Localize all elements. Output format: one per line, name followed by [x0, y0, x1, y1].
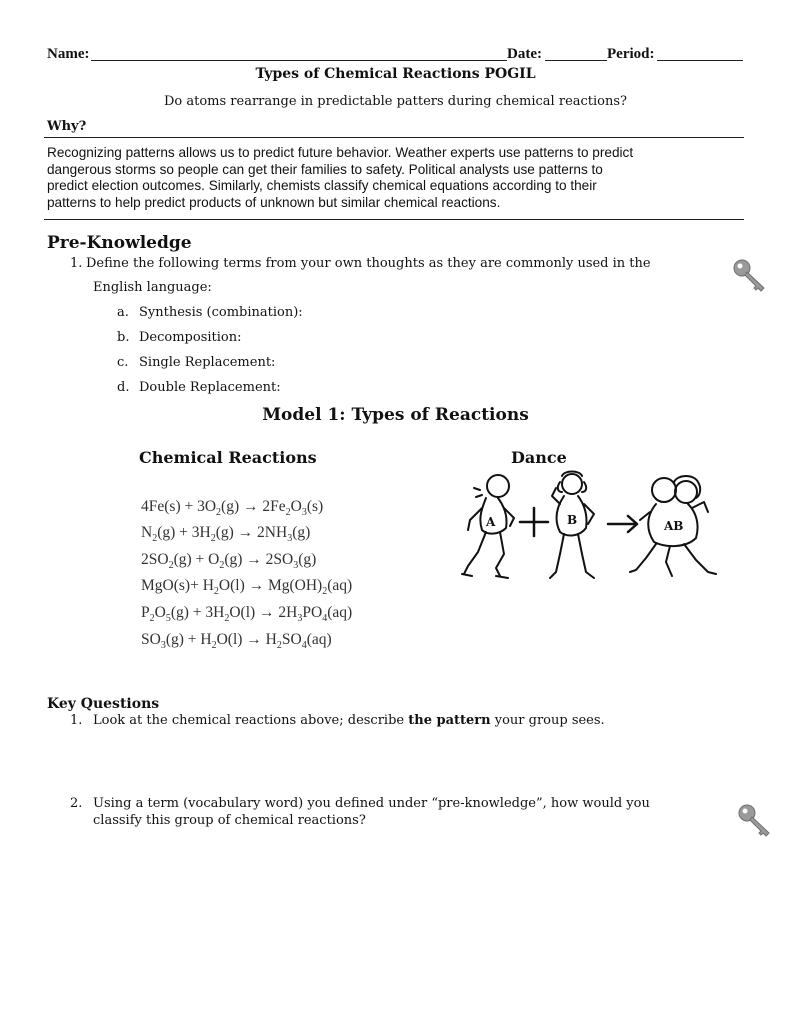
equation-segment: MgO(s)+ H — [141, 577, 214, 594]
dancer-a-label: A — [486, 515, 496, 529]
equation-segment: (aq) — [327, 577, 353, 594]
equation-subscript: 4 — [301, 640, 307, 652]
kq1-text — [93, 713, 605, 728]
equation-segment: (g) — [292, 524, 311, 541]
equation-subscript: 2 — [152, 533, 158, 545]
guiding-question: Do atoms rearrange in predictable patters during chemical reactions? — [163, 94, 628, 109]
equation-segment: 4Fe(s) + 3O — [141, 498, 217, 515]
why-heading: Why? — [47, 119, 87, 134]
equation-segment: SO — [281, 631, 302, 648]
q1-text-cont: English language: — [93, 280, 212, 295]
equation-subscript: 5 — [165, 613, 171, 625]
why-line: dangerous storms so people can get their families to safety. Political analysts use patterns to — [47, 161, 603, 177]
equation-subscript: 2 — [168, 560, 174, 572]
equation-subscript: 3 — [293, 560, 299, 572]
model-title: Model 1: Types of Reactions — [262, 405, 529, 425]
dancer-ab-label: AB — [664, 519, 684, 533]
term-letter: d. — [117, 380, 130, 395]
equation-subscript: 2 — [285, 507, 291, 519]
equation-segment: (aq) — [327, 604, 353, 621]
equation-segment: (g) + H — [165, 631, 212, 648]
equation-subscript: 3 — [160, 640, 166, 652]
kq1-emphasis: the pattern — [408, 713, 491, 728]
equation — [141, 604, 352, 624]
dance-illustration — [460, 468, 720, 586]
equation-subscript: 3 — [301, 507, 307, 519]
divider — [44, 219, 744, 220]
date-blank[interactable] — [545, 60, 607, 61]
equation-segment: (g) → 2Fe — [221, 498, 286, 515]
why-line: predict election outcomes. Similarly, chemists classify chemical equations according to their — [47, 178, 597, 193]
equation-subscript: 2 — [276, 640, 282, 652]
term-decomposition: Decomposition: — [139, 330, 242, 345]
equation-segment: (aq) — [306, 631, 332, 648]
why-paragraph — [47, 145, 747, 211]
equation-subscript: 4 — [322, 613, 328, 625]
equation-segment: (s) — [306, 498, 324, 515]
chemical-reactions-heading: Chemical Reactions — [139, 448, 317, 467]
why-line: patterns to help predict products of unknown but similar chemical reactions. — [47, 194, 501, 210]
name-label: Name: — [47, 46, 90, 62]
equation-segment: SO — [141, 631, 161, 648]
pre-knowledge-heading: Pre-Knowledge — [47, 233, 192, 253]
key-icon — [732, 258, 768, 294]
equation-subscript: 3 — [297, 613, 303, 625]
equation-subscript: 2 — [224, 613, 230, 625]
period-label: Period: — [607, 46, 655, 62]
term-letter: a. — [117, 305, 129, 320]
equation-segment: (g) + 3H — [157, 524, 211, 541]
kq2-text: Using a term (vocabulary word) you defined under “pre-knowledge”, how would you — [93, 796, 650, 811]
q1-text: Define the following terms from your own thoughts as they are commonly used in the — [86, 256, 651, 271]
equation-subscript: 2 — [322, 586, 328, 598]
divider — [44, 137, 744, 138]
equation-segment: (g) + 3H — [170, 604, 225, 621]
equation-segment: (g) → 2SO — [224, 551, 294, 568]
dance-heading: Dance — [511, 448, 567, 467]
equation-segment: P — [141, 604, 150, 621]
equation-subscript: 2 — [211, 640, 217, 652]
why-line: Recognizing patterns allows us to predict future behavior. Weather experts use patterns to predict — [47, 145, 634, 160]
equation-segment: O — [154, 604, 166, 621]
equation-segment: O(l) → Mg(OH) — [218, 577, 323, 594]
page-title: Types of Chemical Reactions POGIL — [255, 66, 536, 82]
equation-subscript: 2 — [216, 507, 222, 519]
equation — [141, 524, 310, 544]
equation-segment: PO — [302, 604, 323, 621]
equation-subscript: 2 — [149, 613, 155, 625]
kq1-number: 1. — [70, 713, 83, 728]
equation-segment: (g) → 2NH — [215, 524, 288, 541]
equation-segment: 2SO — [141, 551, 169, 568]
kq2-number: 2. — [70, 796, 83, 811]
equation-segment: (g) + O — [173, 551, 220, 568]
equation-subscript: 2 — [210, 533, 216, 545]
equation-segment: (g) — [298, 551, 317, 568]
equation-subscript: 2 — [219, 560, 225, 572]
q1-number: 1. — [70, 256, 83, 271]
name-blank[interactable] — [91, 60, 507, 61]
date-label: Date: — [507, 46, 542, 62]
equation-segment: N — [141, 524, 153, 541]
equation-subscript: 2 — [213, 586, 219, 598]
equation-segment: O(l) → 2H — [229, 604, 298, 621]
equation — [141, 498, 323, 518]
term-letter: c. — [117, 355, 129, 370]
equation-segment: O — [290, 498, 302, 515]
equation-subscript: 3 — [287, 533, 293, 545]
key-icon — [737, 803, 773, 839]
term-synthesis: Synthesis (combination): — [139, 305, 303, 320]
term-double-replacement: Double Replacement: — [139, 380, 281, 395]
equation — [141, 577, 352, 597]
term-single-replacement: Single Replacement: — [139, 355, 276, 370]
kq1-text-end: your group sees. — [490, 713, 605, 728]
key-questions-heading: Key Questions — [47, 696, 160, 712]
equation-segment: O(l) → H — [216, 631, 277, 648]
kq2-text-cont: classify this group of chemical reactions? — [93, 813, 366, 828]
equation — [141, 631, 332, 651]
term-letter: b. — [117, 330, 130, 345]
dancer-b-label: B — [567, 513, 578, 527]
period-blank[interactable] — [657, 60, 743, 61]
kq1-text-start: Look at the chemical reactions above; describe — [93, 713, 409, 728]
equation — [141, 551, 316, 571]
